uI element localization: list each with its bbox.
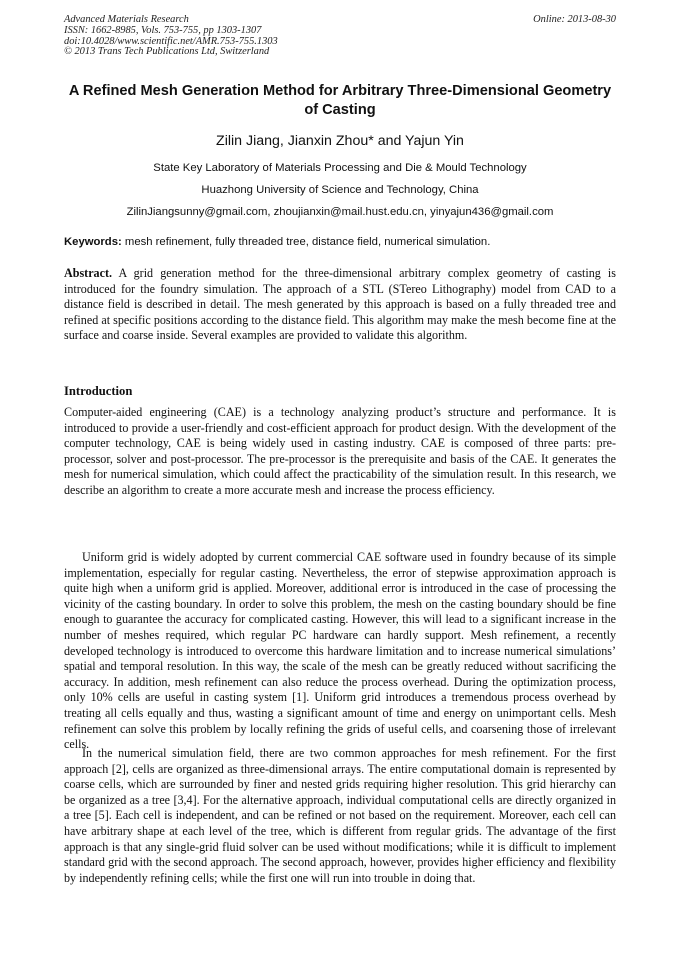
journal-header: [64, 15, 616, 58]
paragraph-text: Uniform grid is widely adopted by current commercial CAE software used in foundry because of its simple implementation, especially for regular casting. Nevertheless, the error of stepwise approximation approach is quite high when a uniform grid is applied. Moreover, additional error is introduced in the case of processing the vicinity of the casting boundary. In order to solve this problem, the mesh on the casting boundary should be fine enough to guarantee the accuracy for complicated casting. However, this will lead to a significant increase in the number of meshes required, which regular PC hardware can hardly support. Mesh refinement, a recently developed technology is introduced to overcome this hardware limitation and to increase numerical simulations’ spatial and temporal resolution. In this way, the scale of the mesh can be greatly reduced without sacrificing the accuracy. In addition, mesh refinement can also reduce the process overhead. During the optimization process, only 10% cells are useful in casting system [1]. Uniform grid introduces a tremendous process overhead by treating all cells equally and thus, wasting a significant amount of time and energy on unimportant cells. Mesh refinement can solve this problem by locally refining the grids of useful cells, and coarsening those of irrelevant cells.: [64, 550, 616, 752]
abstract-text: A grid generation method for the three-dimensional arbitrary complex geometry of casting is introduced for the foundry simulation. The approach of a STL (STereo Lithography) model from CAD to a distance field is described in detail. The mesh generated by this approach is based on a fully threaded tree and refined at specific positions according to the distance field. This algorithm may make the mesh become fine at the surface and coarse inside. Several examples are provided to validate this algorithm.: [64, 266, 616, 343]
journal-name: Advanced Materials Research: [64, 14, 189, 25]
keywords-label: Keywords:: [64, 236, 122, 248]
paper-authors: Zilin Jiang, Jianxin Zhou* and Yajun Yin: [216, 133, 464, 149]
affiliation-university: Huazhong University of Science and Technology, China: [201, 184, 479, 196]
affiliation-lab: State Key Laboratory of Materials Processing and Die & Mould Technology: [153, 162, 527, 174]
journal-doi[interactable]: doi:10.4028/www.scientific.net/AMR.753-755.1303: [64, 35, 278, 47]
journal-copyright: © 2013 Trans Tech Publications Ltd, Switzerland: [64, 46, 270, 58]
keywords-text: mesh refinement, fully threaded tree, distance field, numerical simulation.: [121, 236, 491, 248]
online-date: Online: 2013-08-30: [533, 14, 616, 25]
intro-paragraph-3: [64, 746, 616, 886]
journal-issn: ISSN: 1662-8985, Vols. 753-755, pp 1303-1307: [64, 24, 262, 36]
intro-paragraph-1: [64, 405, 616, 499]
keywords: [64, 235, 616, 250]
intro-paragraph-2: [64, 550, 616, 753]
affiliation-block: [64, 157, 616, 223]
abstract: [64, 266, 616, 344]
author-emails[interactable]: ZilinJiangsunny@gmail.com, zhoujianxin@mail.hust.edu.cn, yinyajun436@gmail.com: [126, 206, 554, 218]
abstract-label: Abstract.: [64, 266, 113, 280]
section-heading-introduction: Introduction: [64, 384, 133, 398]
paragraph-text: In the numerical simulation field, there are two common approaches for mesh refinement. For the first approach [2], cells are organized as three-dimensional arrays. The entire computational domain is represented by coarse cells, which are surrounded by finer and nested grids requiring higher resolution. This grid hierarchy can be organized as a tree [3,4]. For the alternative approach, individual computational cells are directly organized in a tree [5]. Each cell is independent, and can be refined or not based on the requirement. Moreover, each cell can have arbitrary shape at each level of the tree, which is different from regular grids. The advantage of the first approach is that any single-grid fluid solver can be used without modifications; while it is difficult to implement standard grid with the second approach. The second approach, however, provides higher efficiency and flexibility by independently refining cells; while the first one will run into trouble in doing that.: [64, 746, 616, 885]
paper-title: A Refined Mesh Generation Method for Arbitrary Three-Dimensional Geometry of Casting: [68, 83, 612, 118]
paragraph-text: Computer-aided engineering (CAE) is a technology analyzing product’s structure and performance. It is introduced to provide a user-friendly and cost-efficient approach for product design. With the development of the computer technology, CAE is being widely used in casting industry. CAE is composed of three parts: pre-processor, solver and post-processor. The pre-processor is the prerequisite and basis of the CAE. It generates the mesh for numerical simulation, which could affect the practicability of the simulation result. In this research, we describe an algorithm to create a more accurate mesh and increase the process efficiency.: [64, 405, 616, 497]
